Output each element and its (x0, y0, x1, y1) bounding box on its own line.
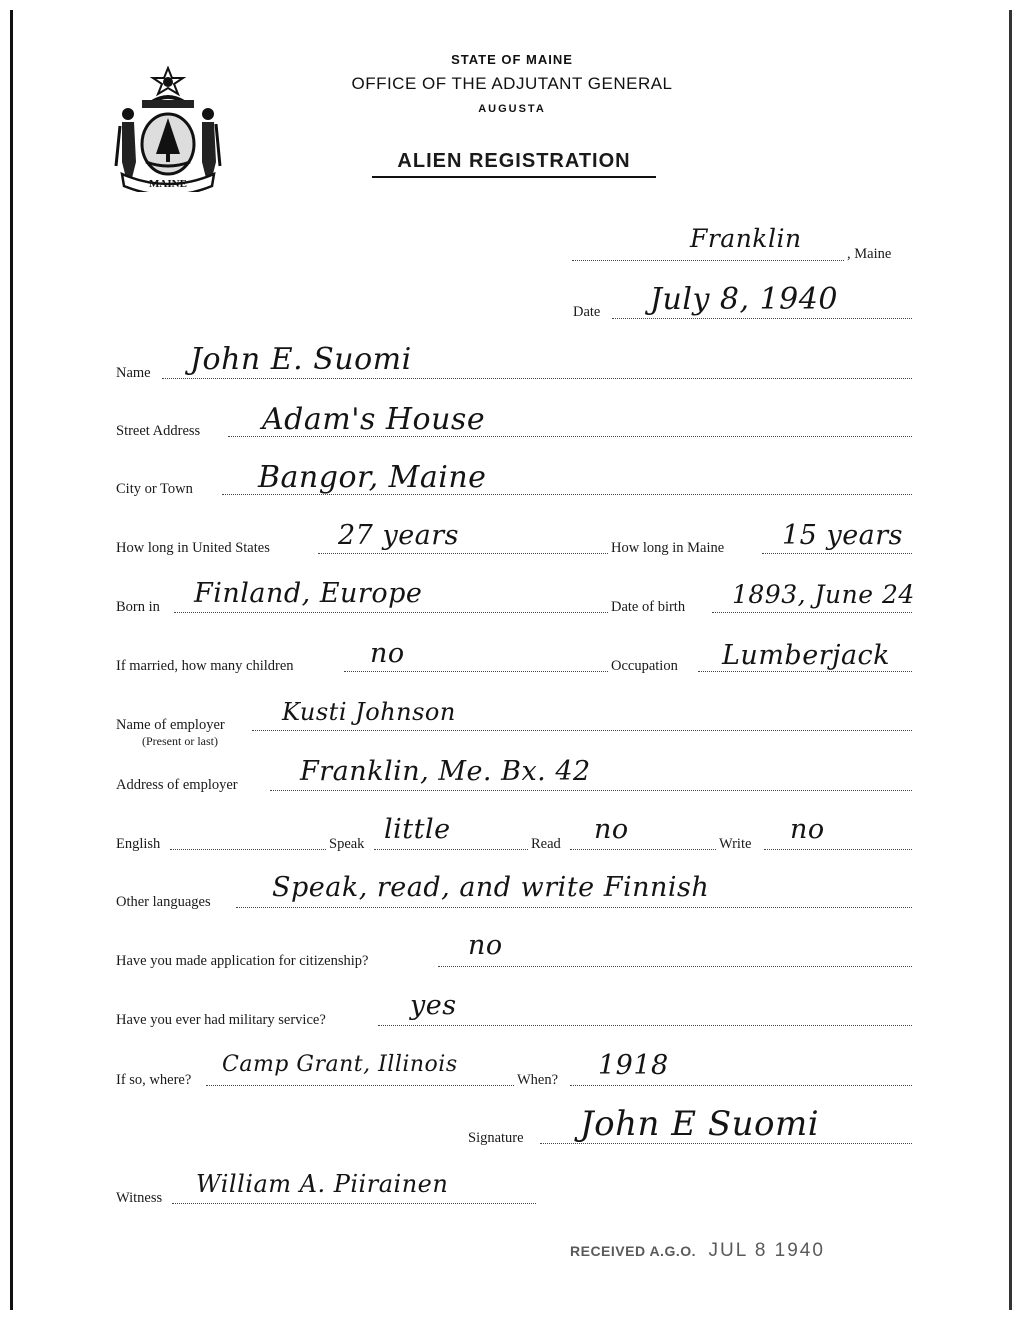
date-line (612, 318, 912, 319)
read-label: Read (531, 836, 561, 852)
employer-name-line (252, 730, 912, 731)
occupation-line (698, 671, 912, 672)
name-label: Name (116, 365, 151, 381)
employer-name-value: Kusti Johnson (282, 698, 456, 726)
how-long-maine-value: 15 years (782, 520, 904, 551)
employer-address-value: Franklin, Me. Bx. 42 (300, 756, 591, 787)
other-languages-value: Speak, read, and write Finnish (272, 872, 710, 903)
english-label: English (116, 836, 161, 852)
street-label: Street Address (116, 423, 201, 439)
when-value: 1918 (598, 1050, 669, 1081)
employer-note-label: (Present or last) (142, 734, 218, 748)
header-city: AUGUSTA (478, 103, 546, 115)
where-line (206, 1085, 514, 1086)
how-long-us-line (318, 553, 608, 554)
header-state: STATE OF MAINE (451, 52, 573, 67)
received-stamp-label: RECEIVED A.G.O. (570, 1243, 697, 1259)
other-languages-label: Other languages (116, 894, 211, 910)
form-title: ALIEN REGISTRATION (372, 150, 656, 178)
children-value: no (370, 638, 405, 669)
write-line (764, 849, 912, 850)
read-value: no (594, 814, 629, 845)
witness-value: William A. Piirainen (196, 1170, 449, 1198)
employer-address-line (270, 790, 912, 791)
street-value: Adam's House (262, 402, 486, 437)
citizenship-value: no (468, 930, 503, 961)
read-line (570, 849, 716, 850)
born-in-value: Finland, Europe (194, 578, 423, 609)
born-in-line (174, 612, 608, 613)
witness-line (172, 1203, 536, 1204)
occupation-value: Lumberjack (722, 640, 891, 671)
signature-value: John E Suomi (580, 1104, 820, 1144)
military-label: Have you ever had military service? (116, 1012, 326, 1028)
town-value: Franklin (690, 224, 802, 253)
military-value: yes (410, 990, 457, 1021)
write-value: no (790, 814, 825, 845)
town-line (572, 260, 844, 261)
when-line (570, 1085, 912, 1086)
date-label: Date (573, 304, 601, 320)
date-value: July 8, 1940 (650, 282, 838, 317)
date-of-birth-line (712, 612, 912, 613)
city-value: Bangor, Maine (258, 460, 487, 495)
how-long-us-label: How long in United States (116, 540, 270, 556)
svg-text:MAINE: MAINE (149, 178, 187, 190)
speak-value: little (384, 814, 451, 845)
received-stamp (570, 1240, 825, 1262)
where-value: Camp Grant, Illinois (222, 1052, 458, 1077)
how-long-maine-line (762, 553, 912, 554)
received-stamp-date: JUL 8 1940 (708, 1240, 825, 1261)
maine-suffix-label: , Maine (847, 246, 892, 262)
children-label: If married, how many children (116, 658, 294, 674)
citizenship-label: Have you made application for citizenship? (116, 953, 369, 969)
citizenship-line (438, 966, 912, 967)
occupation-label: Occupation (611, 658, 678, 674)
name-line (162, 378, 912, 379)
header-office: OFFICE OF THE ADJUTANT GENERAL (351, 74, 673, 93)
witness-label: Witness (116, 1190, 163, 1206)
where-label: If so, where? (116, 1072, 192, 1088)
how-long-maine-label: How long in Maine (611, 540, 725, 556)
military-line (378, 1025, 912, 1026)
employer-name-label: Name of employer (116, 717, 225, 733)
speak-label: Speak (329, 836, 365, 852)
children-line (344, 671, 608, 672)
date-of-birth-value: 1893, June 24 (732, 580, 915, 609)
when-label: When? (517, 1072, 559, 1088)
employer-address-label: Address of employer (116, 777, 238, 793)
city-label: City or Town (116, 481, 193, 497)
name-value: John E. Suomi (190, 342, 412, 377)
signature-label: Signature (468, 1130, 524, 1146)
speak-line (374, 849, 528, 850)
english-line (170, 849, 326, 850)
date-of-birth-label: Date of birth (611, 599, 686, 615)
other-languages-line (236, 907, 912, 908)
how-long-us-value: 27 years (338, 520, 460, 551)
born-in-label: Born in (116, 599, 160, 615)
write-label: Write (719, 836, 752, 852)
